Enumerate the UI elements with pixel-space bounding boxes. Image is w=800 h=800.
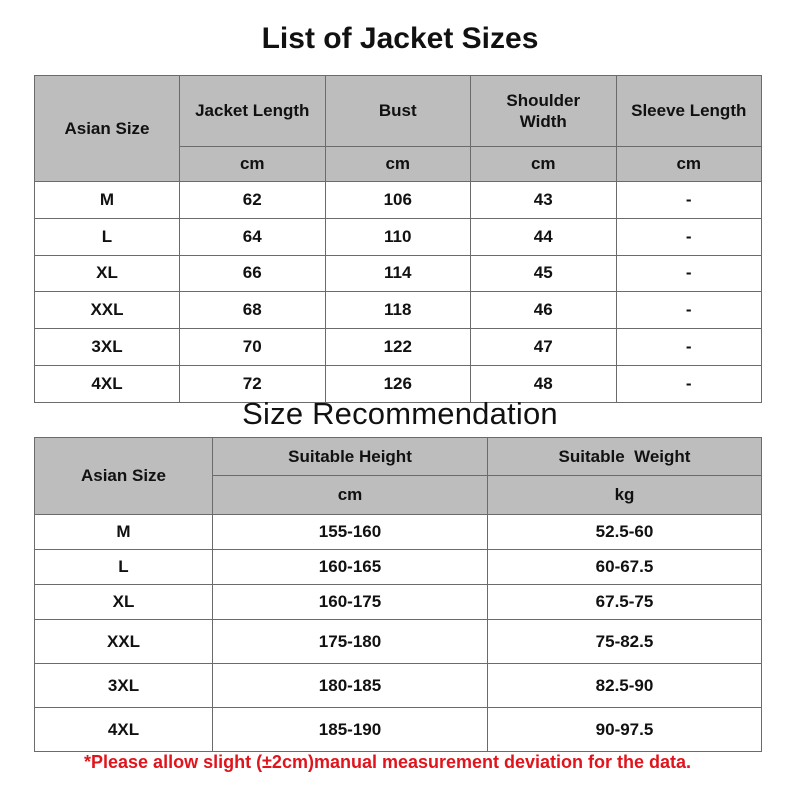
table-row — [35, 708, 762, 752]
table-cell: - — [616, 365, 762, 402]
header-sleeve-length: Sleeve Length — [616, 76, 762, 147]
header-asian-size: Asian Size — [35, 76, 180, 182]
table-cell: 70 — [180, 329, 326, 366]
table-header-row — [35, 438, 762, 476]
header-bust: Bust — [325, 76, 471, 147]
size-cell: XL — [35, 585, 213, 620]
table-cell: - — [616, 255, 762, 292]
table-row — [35, 218, 762, 255]
table-row — [35, 292, 762, 329]
table-row — [35, 550, 762, 585]
table-row — [35, 182, 762, 219]
table-cell: 90-97.5 — [488, 708, 762, 752]
unit-cell: cm — [616, 147, 762, 182]
size-cell: L — [35, 218, 180, 255]
unit-cell: cm — [325, 147, 471, 182]
table-cell: 75-82.5 — [488, 620, 762, 664]
table-cell: 122 — [325, 329, 471, 366]
size-cell: M — [35, 515, 213, 550]
table-cell: 43 — [471, 182, 617, 219]
table-cell: 126 — [325, 365, 471, 402]
table-cell: - — [616, 292, 762, 329]
table-cell: - — [616, 182, 762, 219]
table-cell: 52.5-60 — [488, 515, 762, 550]
table-header-row — [35, 76, 762, 147]
measurement-deviation-note: *Please allow slight (±2cm)manual measurement deviation for the data. — [84, 752, 692, 772]
size-cell: XXL — [35, 620, 213, 664]
size-cell: M — [35, 182, 180, 219]
table-cell: 48 — [471, 365, 617, 402]
table-row — [35, 329, 762, 366]
size-recommendation-title: Size Recommendation — [242, 396, 558, 431]
table-cell: 60-67.5 — [488, 550, 762, 585]
table-row — [35, 620, 762, 664]
table-cell: 44 — [471, 218, 617, 255]
table-cell: 118 — [325, 292, 471, 329]
size-cell: 3XL — [35, 664, 213, 708]
table-cell: 46 — [471, 292, 617, 329]
size-cell: 4XL — [35, 365, 180, 402]
table-cell: 185-190 — [213, 708, 488, 752]
header-asian-size: Asian Size — [35, 438, 213, 515]
size-cell: 3XL — [35, 329, 180, 366]
table-cell: 106 — [325, 182, 471, 219]
table-cell: 67.5-75 — [488, 585, 762, 620]
table-cell: 68 — [180, 292, 326, 329]
table-cell: 47 — [471, 329, 617, 366]
jacket-size-table — [34, 75, 762, 403]
header-jacket-length: Jacket Length — [180, 76, 326, 147]
header-suitable-weight: Suitable Weight — [488, 438, 762, 476]
table-cell: 114 — [325, 255, 471, 292]
table-cell: 175-180 — [213, 620, 488, 664]
table-row — [35, 664, 762, 708]
size-cell: L — [35, 550, 213, 585]
table-cell: 45 — [471, 255, 617, 292]
table-cell: - — [616, 329, 762, 366]
unit-cell: cm — [471, 147, 617, 182]
size-cell: XXL — [35, 292, 180, 329]
table-row — [35, 585, 762, 620]
size-recommendation-table — [34, 437, 762, 752]
jacket-sizes-title: List of Jacket Sizes — [261, 22, 539, 55]
size-cell: XL — [35, 255, 180, 292]
unit-cell: kg — [488, 476, 762, 515]
table-cell: 66 — [180, 255, 326, 292]
table-cell: 62 — [180, 182, 326, 219]
table-cell: 160-175 — [213, 585, 488, 620]
table-cell: - — [616, 218, 762, 255]
size-cell: 4XL — [35, 708, 213, 752]
table-cell: 64 — [180, 218, 326, 255]
table-row — [35, 255, 762, 292]
header-shoulder-width: Shoulder Width — [471, 76, 617, 147]
table-cell: 155-160 — [213, 515, 488, 550]
unit-cell: cm — [213, 476, 488, 515]
table-cell: 180-185 — [213, 664, 488, 708]
unit-cell: cm — [180, 147, 326, 182]
table-cell: 82.5-90 — [488, 664, 762, 708]
header-suitable-height: Suitable Height — [213, 438, 488, 476]
table-cell: 160-165 — [213, 550, 488, 585]
table-row — [35, 515, 762, 550]
table-cell: 110 — [325, 218, 471, 255]
table-cell: 72 — [180, 365, 326, 402]
